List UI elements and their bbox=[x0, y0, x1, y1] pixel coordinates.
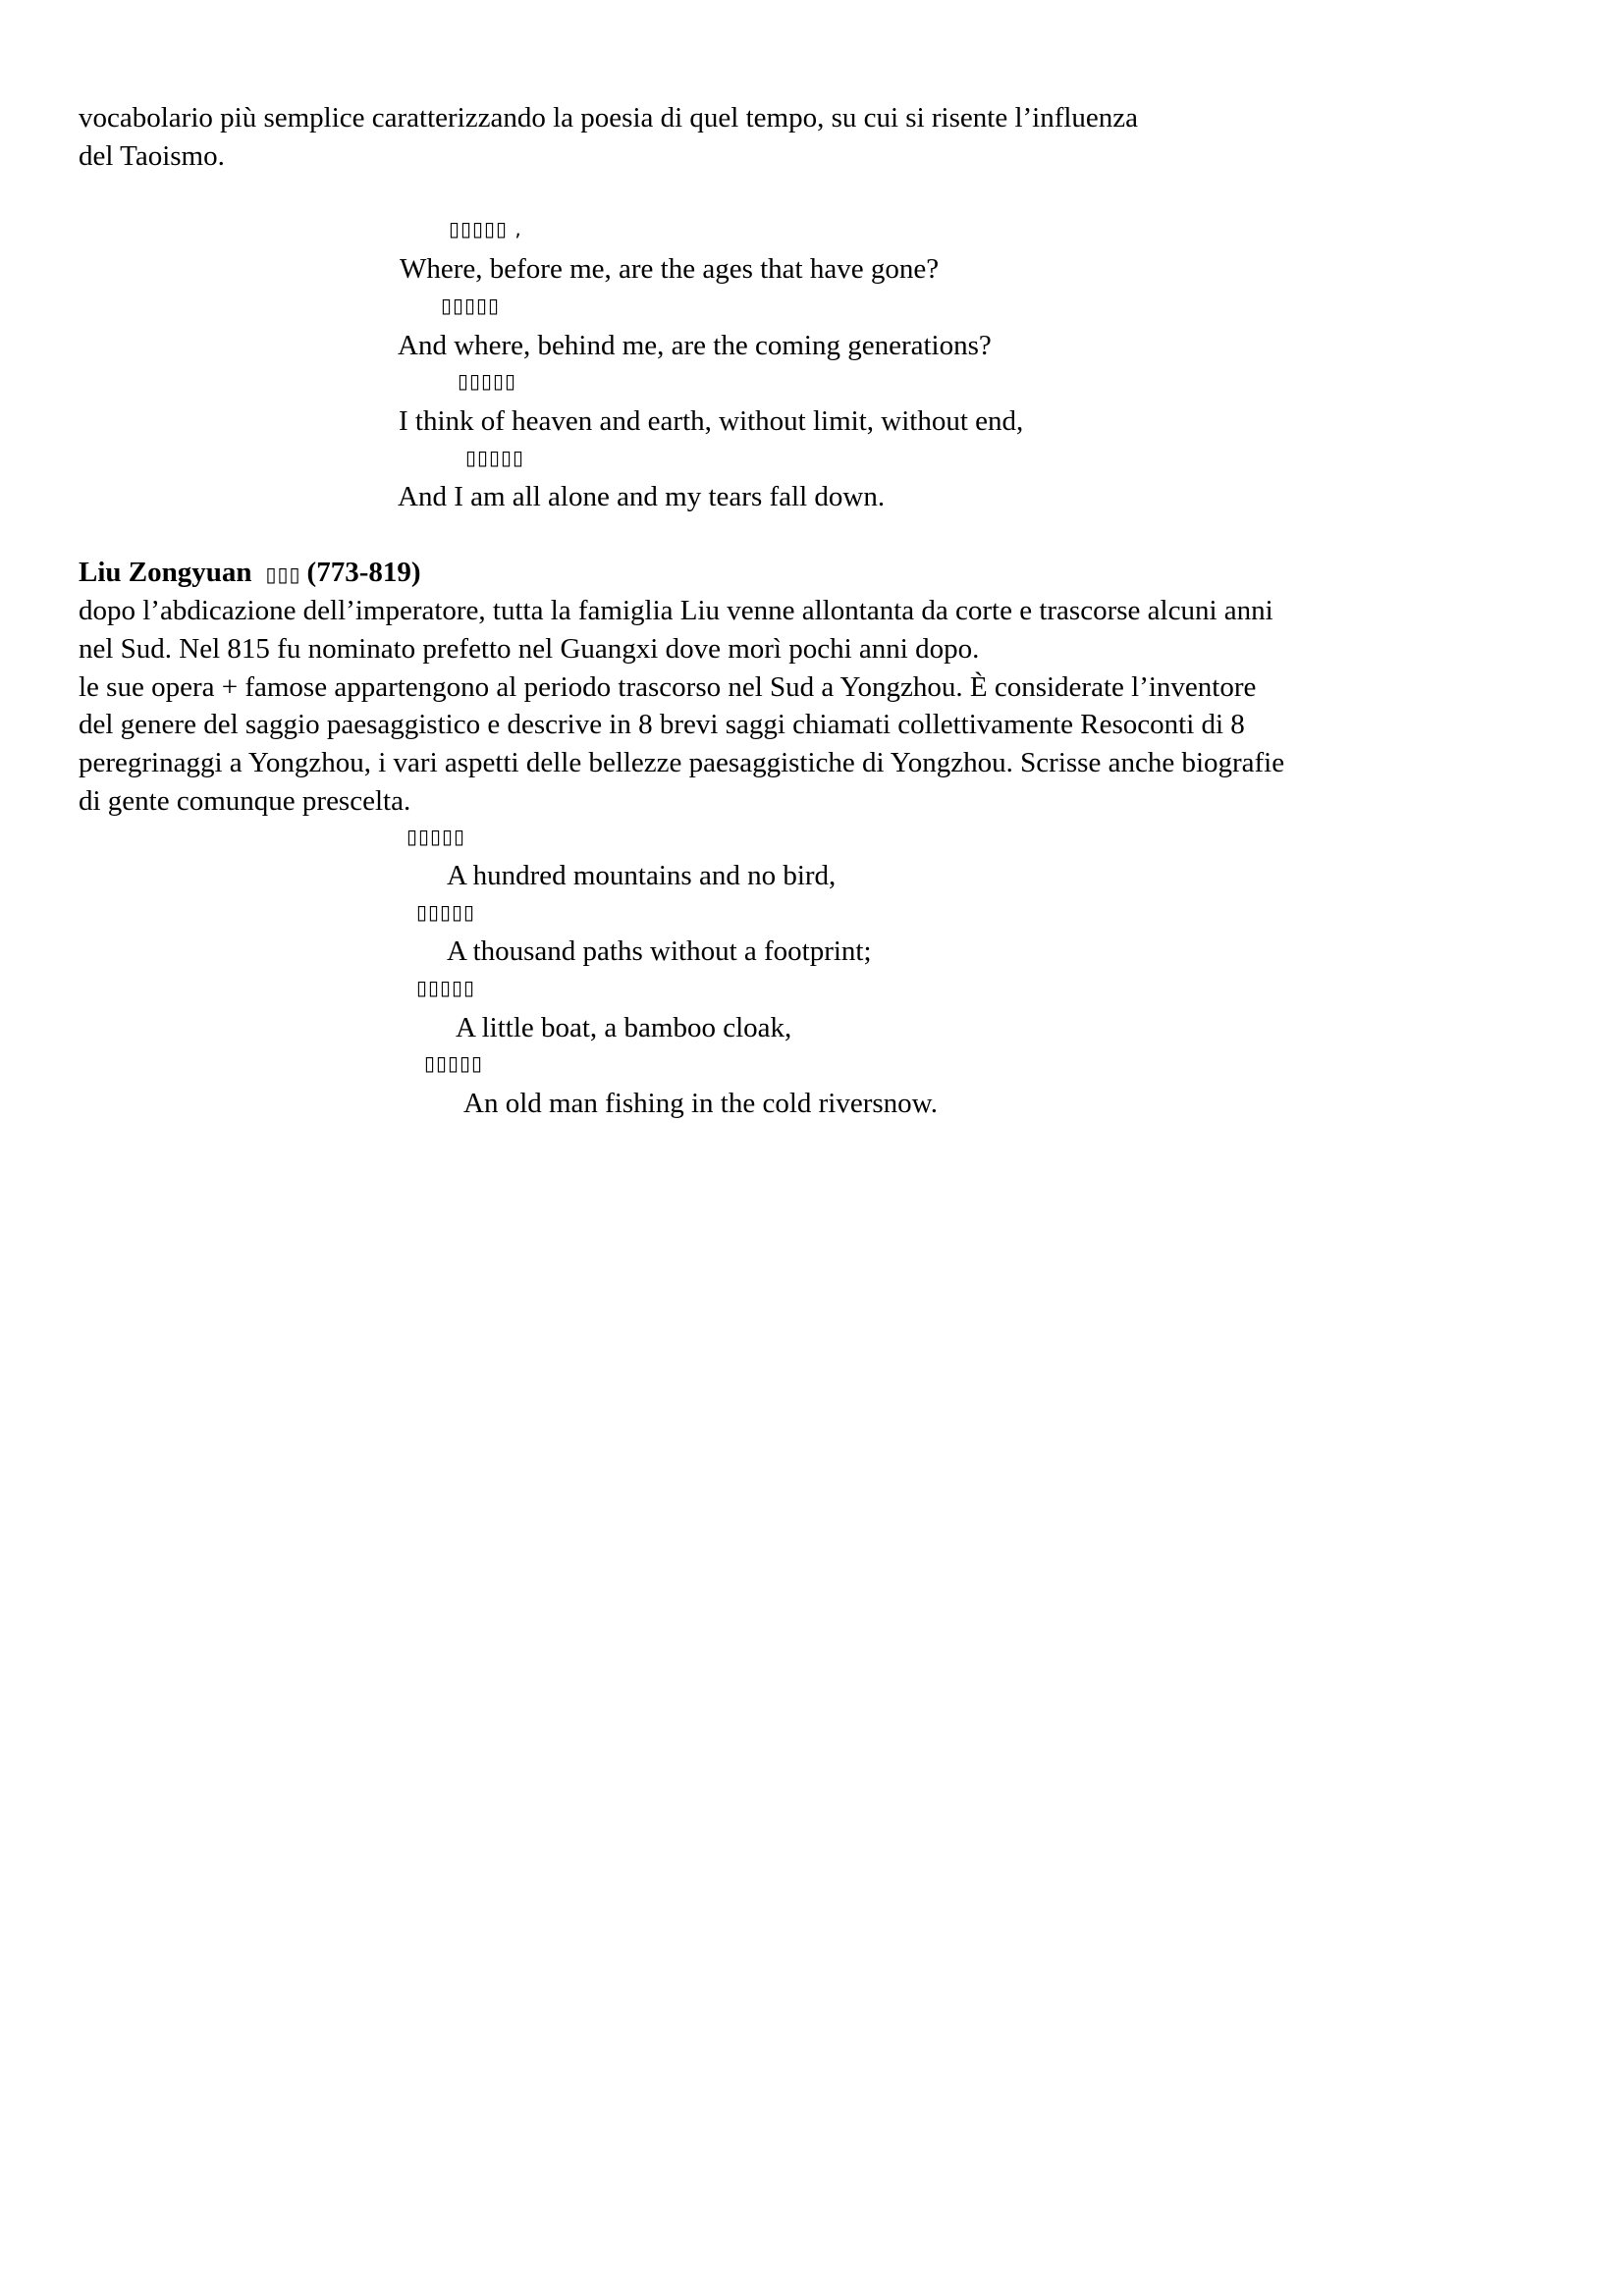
body-line-2: nel Sud. Nel 815 fu nominato prefetto nel Guangxi dove morì pochi anni dopo. bbox=[79, 633, 980, 665]
poem-1-cjk-line-1: ▯▯▯▯▯ , bbox=[449, 217, 522, 240]
poem-2-line-4: An old man fishing in the cold riversnow. bbox=[463, 1088, 938, 1119]
poem-1-line-3: I think of heaven and earth, without limit, without end, bbox=[399, 405, 1024, 437]
body-line-3: le sue opera + famose appartengono al periodo trascorso nel Sud a Yongzhou. È considerate l’inventore bbox=[79, 671, 1257, 703]
poem-2-line-1: A hundred mountains and no bird, bbox=[447, 860, 837, 891]
poem-2-cjk-line-4: ▯▯▯▯▯ bbox=[424, 1051, 484, 1075]
intro-line-1: vocabolario più semplice caratterizzando la poesia di quel tempo, su cui si risente l’influenza bbox=[79, 102, 1139, 133]
poem-2-cjk-line-1: ▯▯▯▯▯ bbox=[406, 825, 466, 848]
author-name-cjk: ▯▯▯ bbox=[265, 562, 301, 586]
poem-2-cjk-line-2: ▯▯▯▯▯ bbox=[416, 900, 476, 924]
poem-1-line-1: Where, before me, are the ages that have gone? bbox=[400, 253, 940, 285]
poem-1-cjk-line-2: ▯▯▯▯▯ bbox=[441, 294, 501, 317]
body-line-4: del genere del saggio paesaggistico e descrive in 8 brevi saggi chiamati collettivamente Resoconti di 8 bbox=[79, 709, 1245, 740]
poem-2-line-2: A thousand paths without a footprint; bbox=[447, 935, 872, 967]
author-name: Liu Zongyuan bbox=[79, 557, 252, 588]
body-line-5: peregrinaggi a Yongzhou, i vari aspetti delle bellezze paesaggistiche di Yongzhou. Scrisse anche biografie bbox=[79, 747, 1285, 778]
body-line-1: dopo l’abdicazione dell’imperatore, tutta la famiglia Liu venne allontanta da corte e trascorse alcuni anni bbox=[79, 595, 1273, 626]
intro-line-2: del Taoismo. bbox=[79, 140, 225, 172]
poem-2-cjk-line-3: ▯▯▯▯▯ bbox=[416, 976, 476, 999]
section-heading bbox=[79, 554, 421, 593]
author-dates: (773-819) bbox=[306, 557, 421, 588]
poem-1-cjk-line-4: ▯▯▯▯▯ bbox=[465, 446, 525, 469]
poem-1-line-2: And where, behind me, are the coming generations? bbox=[398, 330, 992, 361]
poem-1-cjk-line-3: ▯▯▯▯▯ bbox=[458, 369, 517, 393]
poem-2-line-3: A little boat, a bamboo cloak, bbox=[456, 1012, 792, 1043]
poem-1-line-4: And I am all alone and my tears fall down. bbox=[398, 481, 886, 512]
body-line-6: di gente comunque prescelta. bbox=[79, 785, 411, 817]
